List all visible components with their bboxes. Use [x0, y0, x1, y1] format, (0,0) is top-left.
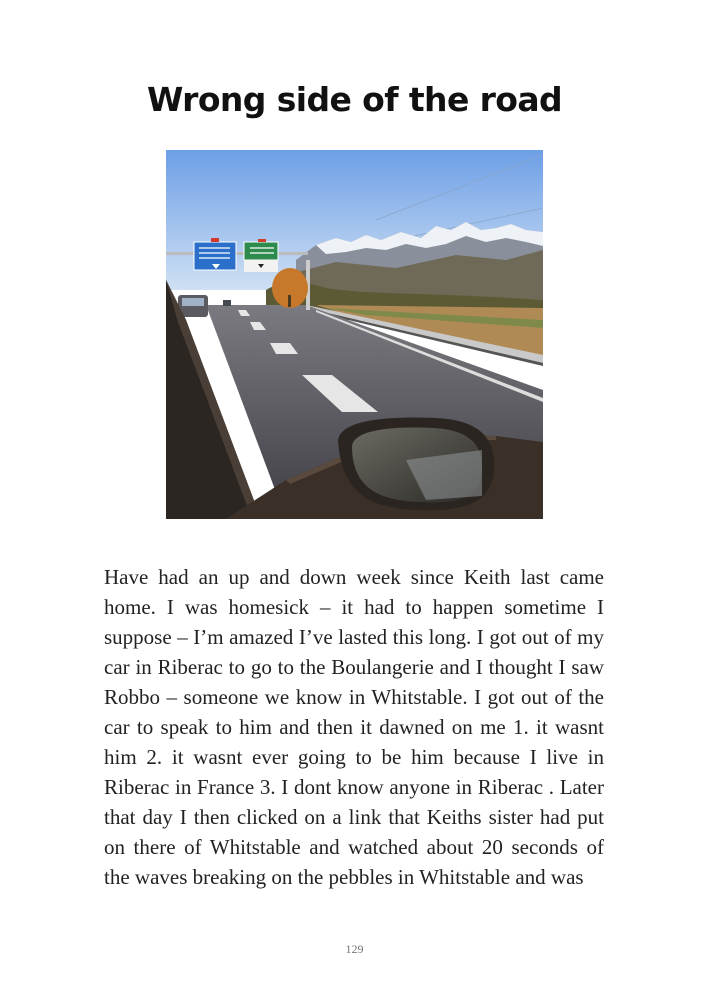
- body-paragraph: Have had an up and down week since Keith last came home. I was homesick – it had to happen sometime I suppose – I’m amazed I’ve lasted this long. I got out of my car in Riberac to go to the Boulangerie and I thought I saw Robbo – someone we know in Whitstable. I got out of the car to speak to him and then it dawned on me 1. it wasnt him 2. it wasnt ever going to be him because I live in Riberac in France 3. I dont know anyone in Riberac . Later that day I then clicked on a link that Keiths sister had put on there of Whitstable and watched about 20 seconds of the waves breaking on the pebbles in Whitstable and was: [104, 565, 604, 889]
- page-title: Wrong side of the road: [146, 80, 563, 119]
- sign-green: [244, 242, 278, 260]
- tree-trunk: [288, 295, 291, 307]
- car-ahead: [223, 300, 231, 306]
- page-number: 129: [345, 942, 364, 956]
- sign-post: [166, 252, 308, 255]
- sign-top: [211, 238, 219, 242]
- sign-top: [258, 239, 266, 242]
- road-photo: [166, 150, 543, 519]
- car-ahead: [182, 298, 204, 306]
